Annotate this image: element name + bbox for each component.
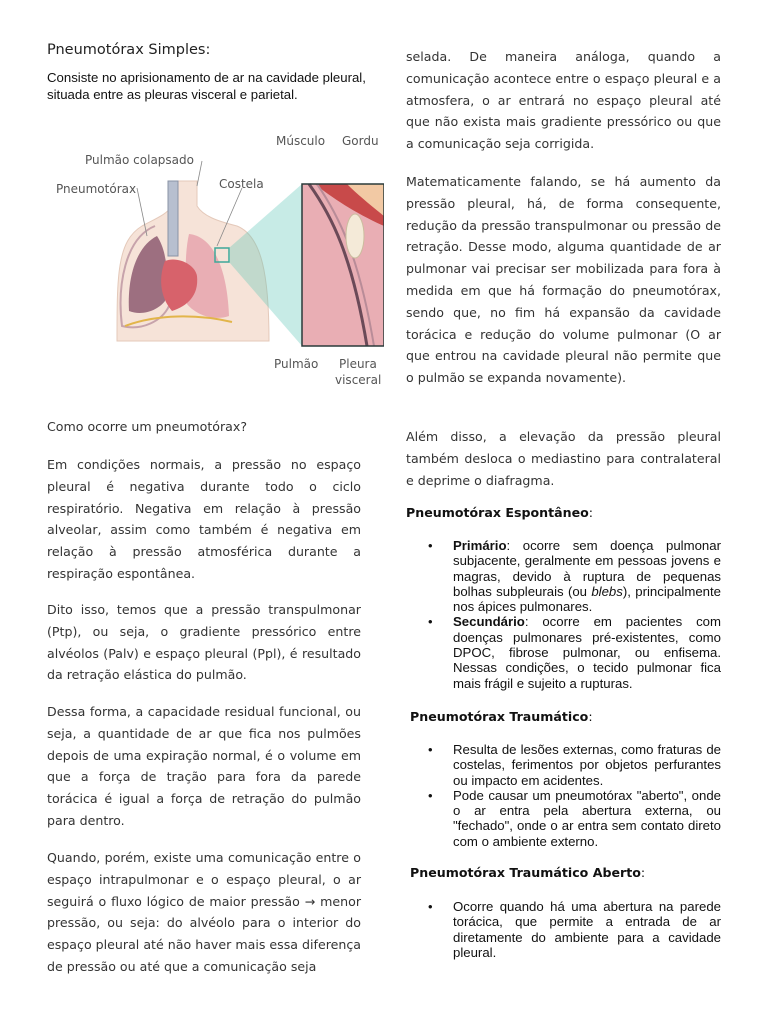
- paragraph: selada. De maneira análoga, quando a comunicação acontece entre o espaço pleural e a atmosfera, o ar entrará no espaço pleural até que não exista mais gradiente pressórico ou que a comunicação seja corrigida.: [406, 49, 721, 152]
- magnified-panel: [302, 184, 384, 346]
- subheading-colon: :: [588, 709, 593, 724]
- paragraph: Quando, porém, existe uma comunicação entre o espaço intrapulmonar e o espaço pleural, o ar seguirá o fluxo lógico de maior pressão → menor pressão, ou seja: do alvéolo para o interior do espaço pleural até não haver mais essa diferença de pressão ou até que a comunicação seja: [47, 850, 361, 974]
- subheading-colon: :: [640, 865, 646, 880]
- label-pulmao: Pulmão: [274, 357, 319, 371]
- illustration-svg: [47, 126, 384, 388]
- aberto-list: [406, 899, 721, 960]
- item-label: Primário: [453, 538, 507, 553]
- item-text: : ocorre em pacientes com doenças pulmonares pré-existentes, como DPOC, fibrose pulmonar, ou enfisema. Nessas condições, o tecido pulmonar fica mais frágil e sujeito a rupturas.: [453, 614, 721, 691]
- subheading-traumatico: [410, 709, 593, 724]
- subheading-text: Pneumotórax Traumático Aberto: [410, 865, 641, 880]
- pneumothorax-illustration: [47, 126, 384, 388]
- label-pleura: Pleura: [339, 357, 377, 371]
- item-italic: blebs: [591, 583, 623, 599]
- list-item: [406, 614, 721, 690]
- label-gordura: Gordu: [342, 134, 379, 148]
- paragraph: Matematicamente falando, se há aumento da pressão pleural, há, de forma consequente, redução da pressão transpulmonar ou pressão de retração. Desse modo, alguma quantidade de ar pulmonar vai precisar ser mobilizada para fora à medida em que há formação do pneumotórax, sendo que, no fim há expansão da cavidade torácica e redução do volume pulmonar (O ar que entrou na cavidade pleural não permite que o pulmão se expanda novamente).: [406, 174, 721, 386]
- subheading-espontaneo: [406, 505, 593, 520]
- paragraph: Dessa forma, a capacidade residual funcional, ou seja, a quantidade de ar que fica nos pulmões depois de uma expiração normal, é o volume em que a força de tração para fora da parede torácica é igual a força de retração do pulmão para dentro.: [47, 704, 361, 828]
- subheading-text: Pneumotórax Traumático: [410, 709, 589, 724]
- list-item: [406, 538, 721, 614]
- item-text: ), principalmente nos ápices pulmonares.: [453, 583, 721, 615]
- subheading-aberto: [410, 865, 645, 880]
- label-visceral: visceral: [335, 373, 382, 387]
- item-text: : ocorre sem doença pulmonar subjacente, geralmente em pessoas jovens e magras, devido à ruptura de pequenas bolhas subpleurais (ou: [453, 538, 721, 599]
- subheading-colon: :: [588, 505, 594, 520]
- label-costela: Costela: [219, 177, 264, 191]
- paragraph: Em condições normais, a pressão no espaço pleural é negativa durante todo o ciclo respiratório. Negativa em relação à pressão alveolar, assim como também é negativa em relação à pressão atmosférica durante a respiração espontânea.: [47, 457, 361, 581]
- label-musculo: Músculo: [276, 134, 326, 148]
- section-heading-simples: Pneumotórax Simples:: [47, 42, 211, 58]
- label-pneumotorax: Pneumotórax: [56, 182, 137, 196]
- item-label: Secundário: [453, 614, 525, 630]
- paragraph: Além disso, a elevação da pressão pleural também desloca o mediastino para contralateral e deprime o diafragma.: [406, 429, 721, 488]
- intro-text: Consiste no aprisionamento de ar na cavidade pleural, situada entre as pleuras visceral e parietal.: [47, 70, 366, 102]
- espontaneo-list: [406, 538, 721, 691]
- list-item: • Resulta de lesões externas, como fraturas de costelas, ferimentos por objetos perfurantes ou impacto em acidentes.: [406, 742, 721, 788]
- list-item: • Ocorre quando há uma abertura na parede torácica, que permite a entrada de ar diretamente do ambiente para a cavidade pleural.: [406, 899, 721, 960]
- trachea: [168, 181, 178, 256]
- label-pulmao-colapsado: Pulmão colapsado: [85, 153, 194, 167]
- list-item: • Pode causar um pneumotórax "aberto", onde o ar entra pela abertura externa, ou "fechado", onde o ar entra sem contato direto com o ambiente externo.: [406, 788, 721, 849]
- paragraph: Dito isso, temos que a pressão transpulmonar (Ptp), ou seja, o gradiente pressórico entre alvéolos (Palv) e espaço pleural (Ppl), é resultado da retração elástica do pulmão.: [47, 602, 361, 683]
- subheading-text: Pneumotórax Espontâneo: [406, 505, 589, 520]
- traumatico-list: [406, 742, 721, 849]
- question-heading: Como ocorre um pneumotórax?: [47, 419, 248, 434]
